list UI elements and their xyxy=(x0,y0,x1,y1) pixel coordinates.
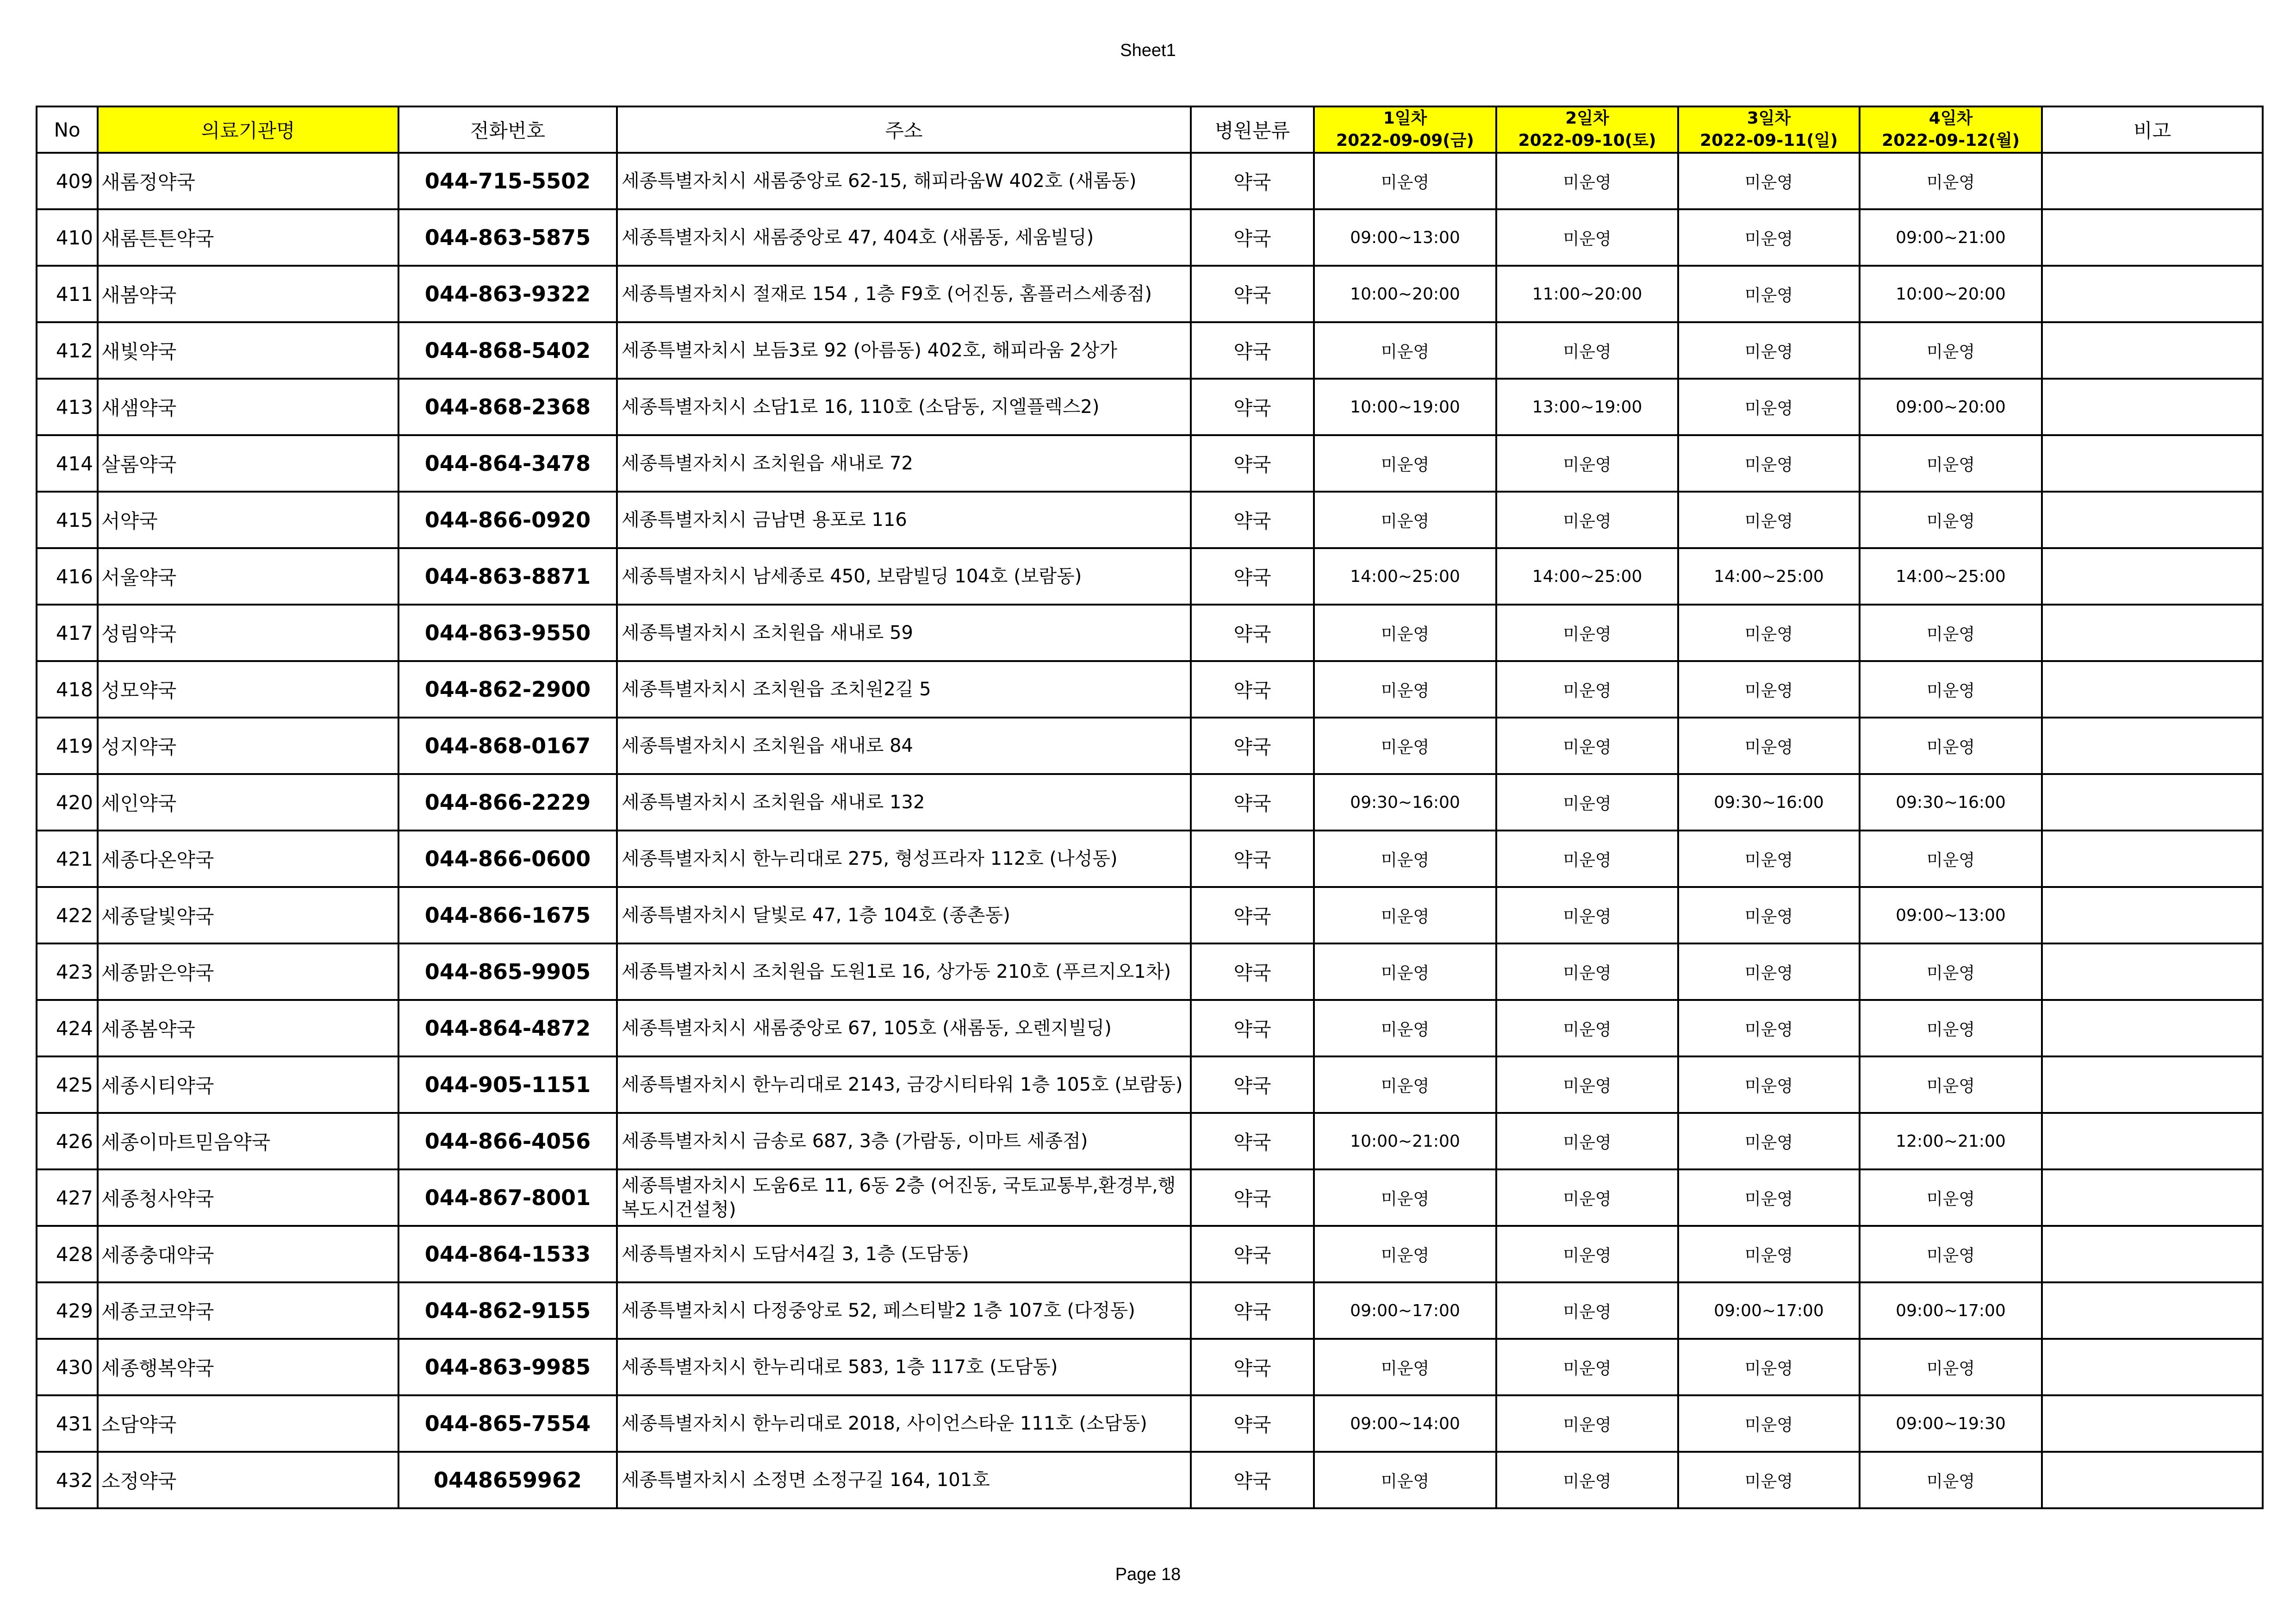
day-2-hours-cell: 미운영 xyxy=(1496,1169,1678,1226)
day-3-hours-cell: 미운영 xyxy=(1678,1452,1860,1508)
note-cell xyxy=(2042,322,2263,379)
note-cell xyxy=(2042,661,2263,718)
day-2-hours-cell: 미운영 xyxy=(1496,605,1678,661)
day-2-hours-cell: 미운영 xyxy=(1496,887,1678,943)
institution-name-cell: 소정약국 xyxy=(98,1452,398,1508)
day-3-hours-cell: 미운영 xyxy=(1678,209,1860,266)
category-cell: 약국 xyxy=(1191,492,1314,548)
header-day-4 xyxy=(1860,106,2042,153)
day-1-hours-cell: 미운영 xyxy=(1314,887,1496,943)
day-3-hours-cell: 미운영 xyxy=(1678,661,1860,718)
header-institution-name: 의료기관명 xyxy=(98,106,398,153)
institution-name-cell: 세종다온약국 xyxy=(98,831,398,887)
day-2-hours-cell: 미운영 xyxy=(1496,1056,1678,1113)
note-cell xyxy=(2042,1113,2263,1169)
day-3-hours-cell: 09:30~16:00 xyxy=(1678,774,1860,831)
phone-number-cell: 044-862-9155 xyxy=(398,1282,617,1339)
day-1-hours-cell: 14:00~25:00 xyxy=(1314,548,1496,605)
address-cell: 세종특별자치시 한누리대로 2018, 사이언스타운 111호 (소담동) xyxy=(617,1395,1191,1452)
address-cell: 세종특별자치시 보듬3로 92 (아름동) 402호, 해피라움 2상가 xyxy=(617,322,1191,379)
day-3-hours-cell: 미운영 xyxy=(1678,322,1860,379)
table-row xyxy=(37,1395,2263,1452)
header-day-3-date: 2022-09-11(일) xyxy=(1700,131,1838,150)
table-row xyxy=(37,153,2263,209)
category-cell: 약국 xyxy=(1191,943,1314,1000)
row-number-cell: 410 xyxy=(37,209,98,266)
day-4-hours-cell: 09:00~17:00 xyxy=(1860,1282,2042,1339)
category-cell: 약국 xyxy=(1191,209,1314,266)
table-row xyxy=(37,1056,2263,1113)
day-3-hours-cell: 미운영 xyxy=(1678,1226,1860,1282)
address-cell: 세종특별자치시 절재로 154 , 1층 F9호 (어진동, 홈플러스세종점) xyxy=(617,266,1191,322)
day-1-hours-cell: 미운영 xyxy=(1314,943,1496,1000)
table-row xyxy=(37,718,2263,774)
day-1-hours-cell: 미운영 xyxy=(1314,831,1496,887)
address-cell: 세종특별자치시 소정면 소정구길 164, 101호 xyxy=(617,1452,1191,1508)
table-row xyxy=(37,605,2263,661)
day-2-hours-cell: 미운영 xyxy=(1496,1282,1678,1339)
institution-name-cell: 새샘약국 xyxy=(98,379,398,435)
day-2-hours-cell: 미운영 xyxy=(1496,153,1678,209)
row-number-cell: 426 xyxy=(37,1113,98,1169)
header-day-1-date: 2022-09-09(금) xyxy=(1336,131,1474,150)
day-3-hours-cell: 미운영 xyxy=(1678,1113,1860,1169)
day-3-hours-cell: 미운영 xyxy=(1678,435,1860,492)
phone-number-cell: 044-863-9985 xyxy=(398,1339,617,1395)
row-number-cell: 415 xyxy=(37,492,98,548)
phone-number-cell: 044-862-2900 xyxy=(398,661,617,718)
phone-number-cell: 044-868-2368 xyxy=(398,379,617,435)
day-3-hours-cell: 미운영 xyxy=(1678,605,1860,661)
phone-number-cell: 044-863-9322 xyxy=(398,266,617,322)
day-3-hours-cell: 미운영 xyxy=(1678,492,1860,548)
category-cell: 약국 xyxy=(1191,605,1314,661)
table-row xyxy=(37,1452,2263,1508)
row-number-cell: 430 xyxy=(37,1339,98,1395)
institution-name-cell: 세종행복약국 xyxy=(98,1339,398,1395)
table-row xyxy=(37,831,2263,887)
institution-name-cell: 세종시티약국 xyxy=(98,1056,398,1113)
day-4-hours-cell: 미운영 xyxy=(1860,1339,2042,1395)
table-row xyxy=(37,1169,2263,1226)
day-1-hours-cell: 미운영 xyxy=(1314,435,1496,492)
category-cell: 약국 xyxy=(1191,1169,1314,1226)
day-3-hours-cell: 미운영 xyxy=(1678,1000,1860,1056)
header-category: 병원분류 xyxy=(1191,106,1314,153)
day-2-hours-cell: 미운영 xyxy=(1496,1113,1678,1169)
institution-name-cell: 세종이마트믿음약국 xyxy=(98,1113,398,1169)
note-cell xyxy=(2042,1226,2263,1282)
category-cell: 약국 xyxy=(1191,322,1314,379)
sheet-title: Sheet1 xyxy=(1120,41,1176,60)
address-cell: 세종특별자치시 달빛로 47, 1층 104호 (종촌동) xyxy=(617,887,1191,943)
day-2-hours-cell: 미운영 xyxy=(1496,1395,1678,1452)
phone-number-cell: 044-865-7554 xyxy=(398,1395,617,1452)
table-row xyxy=(37,887,2263,943)
category-cell: 약국 xyxy=(1191,1395,1314,1452)
day-2-hours-cell: 미운영 xyxy=(1496,492,1678,548)
note-cell xyxy=(2042,492,2263,548)
category-cell: 약국 xyxy=(1191,831,1314,887)
category-cell: 약국 xyxy=(1191,774,1314,831)
table-row xyxy=(37,492,2263,548)
institution-name-cell: 세종코코약국 xyxy=(98,1282,398,1339)
day-2-hours-cell: 미운영 xyxy=(1496,831,1678,887)
day-3-hours-cell: 미운영 xyxy=(1678,943,1860,1000)
day-2-hours-cell: 미운영 xyxy=(1496,1452,1678,1508)
institution-name-cell: 새봄약국 xyxy=(98,266,398,322)
day-3-hours-cell: 미운영 xyxy=(1678,718,1860,774)
table-row xyxy=(37,435,2263,492)
day-1-hours-cell: 미운영 xyxy=(1314,1226,1496,1282)
header-note: 비고 xyxy=(2042,106,2263,153)
day-4-hours-cell: 미운영 xyxy=(1860,943,2042,1000)
row-number-cell: 432 xyxy=(37,1452,98,1508)
table-row xyxy=(37,661,2263,718)
header-day-2-label: 2일차 xyxy=(1565,109,1609,128)
category-cell: 약국 xyxy=(1191,379,1314,435)
note-cell xyxy=(2042,548,2263,605)
day-2-hours-cell: 미운영 xyxy=(1496,943,1678,1000)
row-number-cell: 417 xyxy=(37,605,98,661)
day-1-hours-cell: 미운영 xyxy=(1314,1339,1496,1395)
phone-number-cell: 044-863-8871 xyxy=(398,548,617,605)
note-cell xyxy=(2042,209,2263,266)
day-4-hours-cell: 미운영 xyxy=(1860,153,2042,209)
address-cell: 세종특별자치시 소담1로 16, 110호 (소담동, 지엘플렉스2) xyxy=(617,379,1191,435)
category-cell: 약국 xyxy=(1191,266,1314,322)
header-day-3 xyxy=(1678,106,1860,153)
day-4-hours-cell: 미운영 xyxy=(1860,1226,2042,1282)
category-cell: 약국 xyxy=(1191,1056,1314,1113)
table-row xyxy=(37,322,2263,379)
note-cell xyxy=(2042,718,2263,774)
day-4-hours-cell: 09:00~21:00 xyxy=(1860,209,2042,266)
day-4-hours-cell: 미운영 xyxy=(1860,831,2042,887)
day-2-hours-cell: 미운영 xyxy=(1496,774,1678,831)
day-1-hours-cell: 미운영 xyxy=(1314,1000,1496,1056)
institution-name-cell: 새롬정약국 xyxy=(98,153,398,209)
institution-name-cell: 세종달빛약국 xyxy=(98,887,398,943)
row-number-cell: 416 xyxy=(37,548,98,605)
day-1-hours-cell: 09:00~14:00 xyxy=(1314,1395,1496,1452)
table-row xyxy=(37,1226,2263,1282)
day-2-hours-cell: 미운영 xyxy=(1496,661,1678,718)
note-cell xyxy=(2042,943,2263,1000)
address-cell: 세종특별자치시 다정중앙로 52, 페스티발2 1층 107호 (다정동) xyxy=(617,1282,1191,1339)
day-3-hours-cell: 미운영 xyxy=(1678,153,1860,209)
header-day-3-label: 3일차 xyxy=(1747,109,1791,128)
day-3-hours-cell: 미운영 xyxy=(1678,1056,1860,1113)
institution-name-cell: 새롬튼튼약국 xyxy=(98,209,398,266)
table-row xyxy=(37,774,2263,831)
category-cell: 약국 xyxy=(1191,1339,1314,1395)
table-body xyxy=(37,153,2263,1508)
day-1-hours-cell: 미운영 xyxy=(1314,153,1496,209)
note-cell xyxy=(2042,774,2263,831)
row-number-cell: 418 xyxy=(37,661,98,718)
note-cell xyxy=(2042,379,2263,435)
day-4-hours-cell: 09:30~16:00 xyxy=(1860,774,2042,831)
category-cell: 약국 xyxy=(1191,153,1314,209)
address-cell: 세종특별자치시 조치원읍 새내로 59 xyxy=(617,605,1191,661)
note-cell xyxy=(2042,831,2263,887)
day-3-hours-cell: 미운영 xyxy=(1678,1395,1860,1452)
row-number-cell: 421 xyxy=(37,831,98,887)
table-row xyxy=(37,548,2263,605)
table-row xyxy=(37,379,2263,435)
address-cell: 세종특별자치시 한누리대로 583, 1층 117호 (도담동) xyxy=(617,1339,1191,1395)
address-cell: 세종특별자치시 새롬중앙로 47, 404호 (새롬동, 세움빌딩) xyxy=(617,209,1191,266)
day-1-hours-cell: 10:00~21:00 xyxy=(1314,1113,1496,1169)
row-number-cell: 431 xyxy=(37,1395,98,1452)
address-cell: 세종특별자치시 금남면 용포로 116 xyxy=(617,492,1191,548)
header-day-1 xyxy=(1314,106,1496,153)
category-cell: 약국 xyxy=(1191,548,1314,605)
day-3-hours-cell: 미운영 xyxy=(1678,1169,1860,1226)
day-3-hours-cell: 미운영 xyxy=(1678,887,1860,943)
institution-name-cell: 서약국 xyxy=(98,492,398,548)
address-cell: 세종특별자치시 도담서4길 3, 1층 (도담동) xyxy=(617,1226,1191,1282)
header-day-4-date: 2022-09-12(월) xyxy=(1882,131,2020,150)
day-1-hours-cell: 10:00~19:00 xyxy=(1314,379,1496,435)
category-cell: 약국 xyxy=(1191,1226,1314,1282)
day-1-hours-cell: 미운영 xyxy=(1314,1169,1496,1226)
day-4-hours-cell: 미운영 xyxy=(1860,1056,2042,1113)
day-2-hours-cell: 미운영 xyxy=(1496,322,1678,379)
table-row xyxy=(37,266,2263,322)
phone-number-cell: 044-866-0600 xyxy=(398,831,617,887)
day-4-hours-cell: 미운영 xyxy=(1860,1169,2042,1226)
institution-name-cell: 세종충대약국 xyxy=(98,1226,398,1282)
phone-number-cell: 044-868-0167 xyxy=(398,718,617,774)
note-cell xyxy=(2042,1282,2263,1339)
header-day-2-date: 2022-09-10(토) xyxy=(1518,131,1656,150)
header-no: No xyxy=(37,106,98,153)
phone-number-cell: 044-864-1533 xyxy=(398,1226,617,1282)
day-4-hours-cell: 미운영 xyxy=(1860,322,2042,379)
day-3-hours-cell: 미운영 xyxy=(1678,831,1860,887)
address-cell: 세종특별자치시 조치원읍 새내로 132 xyxy=(617,774,1191,831)
category-cell: 약국 xyxy=(1191,1452,1314,1508)
phone-number-cell: 044-905-1151 xyxy=(398,1056,617,1113)
institution-name-cell: 세종맑은약국 xyxy=(98,943,398,1000)
institution-name-cell: 성림약국 xyxy=(98,605,398,661)
phone-number-cell: 044-864-3478 xyxy=(398,435,617,492)
table-row xyxy=(37,1000,2263,1056)
row-number-cell: 423 xyxy=(37,943,98,1000)
phone-number-cell: 044-868-5402 xyxy=(398,322,617,379)
day-4-hours-cell: 12:00~21:00 xyxy=(1860,1113,2042,1169)
day-4-hours-cell: 미운영 xyxy=(1860,718,2042,774)
day-2-hours-cell: 13:00~19:00 xyxy=(1496,379,1678,435)
day-4-hours-cell: 미운영 xyxy=(1860,605,2042,661)
row-number-cell: 420 xyxy=(37,774,98,831)
row-number-cell: 427 xyxy=(37,1169,98,1226)
day-1-hours-cell: 미운영 xyxy=(1314,1452,1496,1508)
note-cell xyxy=(2042,153,2263,209)
table-header-row xyxy=(37,106,2263,153)
day-4-hours-cell: 미운영 xyxy=(1860,661,2042,718)
institution-name-cell: 서울약국 xyxy=(98,548,398,605)
note-cell xyxy=(2042,605,2263,661)
phone-number-cell: 044-867-8001 xyxy=(398,1169,617,1226)
day-4-hours-cell: 미운영 xyxy=(1860,492,2042,548)
category-cell: 약국 xyxy=(1191,1282,1314,1339)
row-number-cell: 422 xyxy=(37,887,98,943)
header-day-1-label: 1일차 xyxy=(1383,109,1427,128)
day-2-hours-cell: 14:00~25:00 xyxy=(1496,548,1678,605)
day-1-hours-cell: 09:30~16:00 xyxy=(1314,774,1496,831)
institution-name-cell: 세인약국 xyxy=(98,774,398,831)
day-3-hours-cell: 09:00~17:00 xyxy=(1678,1282,1860,1339)
institution-name-cell: 성모약국 xyxy=(98,661,398,718)
phone-number-cell: 044-863-9550 xyxy=(398,605,617,661)
category-cell: 약국 xyxy=(1191,718,1314,774)
day-1-hours-cell: 미운영 xyxy=(1314,661,1496,718)
day-2-hours-cell: 11:00~20:00 xyxy=(1496,266,1678,322)
note-cell xyxy=(2042,1452,2263,1508)
day-4-hours-cell: 10:00~20:00 xyxy=(1860,266,2042,322)
pharmacy-schedule-table xyxy=(36,106,2264,1509)
day-1-hours-cell: 10:00~20:00 xyxy=(1314,266,1496,322)
day-2-hours-cell: 미운영 xyxy=(1496,1339,1678,1395)
note-cell xyxy=(2042,1000,2263,1056)
day-4-hours-cell: 미운영 xyxy=(1860,435,2042,492)
day-1-hours-cell: 미운영 xyxy=(1314,492,1496,548)
day-3-hours-cell: 14:00~25:00 xyxy=(1678,548,1860,605)
day-3-hours-cell: 미운영 xyxy=(1678,1339,1860,1395)
note-cell xyxy=(2042,435,2263,492)
row-number-cell: 413 xyxy=(37,379,98,435)
day-3-hours-cell: 미운영 xyxy=(1678,266,1860,322)
day-2-hours-cell: 미운영 xyxy=(1496,718,1678,774)
address-cell: 세종특별자치시 새롬중앙로 67, 105호 (새롬동, 오렌지빌딩) xyxy=(617,1000,1191,1056)
address-cell: 세종특별자치시 금송로 687, 3층 (가람동, 이마트 세종점) xyxy=(617,1113,1191,1169)
table-row xyxy=(37,209,2263,266)
day-1-hours-cell: 미운영 xyxy=(1314,1056,1496,1113)
institution-name-cell: 새빛약국 xyxy=(98,322,398,379)
table-row xyxy=(37,1113,2263,1169)
institution-name-cell: 세종봄약국 xyxy=(98,1000,398,1056)
day-4-hours-cell: 14:00~25:00 xyxy=(1860,548,2042,605)
day-2-hours-cell: 미운영 xyxy=(1496,1226,1678,1282)
note-cell xyxy=(2042,1169,2263,1226)
row-number-cell: 411 xyxy=(37,266,98,322)
table-row xyxy=(37,943,2263,1000)
day-4-hours-cell: 09:00~20:00 xyxy=(1860,379,2042,435)
institution-name-cell: 살롬약국 xyxy=(98,435,398,492)
day-2-hours-cell: 미운영 xyxy=(1496,1000,1678,1056)
phone-number-cell: 044-866-0920 xyxy=(398,492,617,548)
day-4-hours-cell: 09:00~19:30 xyxy=(1860,1395,2042,1452)
phone-number-cell: 044-866-2229 xyxy=(398,774,617,831)
day-4-hours-cell: 미운영 xyxy=(1860,1452,2042,1508)
category-cell: 약국 xyxy=(1191,887,1314,943)
phone-number-cell: 044-863-5875 xyxy=(398,209,617,266)
day-1-hours-cell: 미운영 xyxy=(1314,605,1496,661)
address-cell: 세종특별자치시 한누리대로 2143, 금강시티타워 1층 105호 (보람동) xyxy=(617,1056,1191,1113)
phone-number-cell: 0448659962 xyxy=(398,1452,617,1508)
row-number-cell: 429 xyxy=(37,1282,98,1339)
phone-number-cell: 044-864-4872 xyxy=(398,1000,617,1056)
category-cell: 약국 xyxy=(1191,661,1314,718)
day-2-hours-cell: 미운영 xyxy=(1496,209,1678,266)
header-day-2 xyxy=(1496,106,1678,153)
page-number: Page 18 xyxy=(1115,1565,1181,1584)
address-cell: 세종특별자치시 남세종로 450, 보람빌딩 104호 (보람동) xyxy=(617,548,1191,605)
address-cell: 세종특별자치시 조치원읍 새내로 84 xyxy=(617,718,1191,774)
day-1-hours-cell: 미운영 xyxy=(1314,322,1496,379)
day-4-hours-cell: 미운영 xyxy=(1860,1000,2042,1056)
row-number-cell: 424 xyxy=(37,1000,98,1056)
category-cell: 약국 xyxy=(1191,1000,1314,1056)
row-number-cell: 414 xyxy=(37,435,98,492)
day-4-hours-cell: 09:00~13:00 xyxy=(1860,887,2042,943)
row-number-cell: 428 xyxy=(37,1226,98,1282)
day-1-hours-cell: 09:00~13:00 xyxy=(1314,209,1496,266)
phone-number-cell: 044-866-4056 xyxy=(398,1113,617,1169)
table-row xyxy=(37,1339,2263,1395)
row-number-cell: 425 xyxy=(37,1056,98,1113)
institution-name-cell: 성지약국 xyxy=(98,718,398,774)
day-2-hours-cell: 미운영 xyxy=(1496,435,1678,492)
day-1-hours-cell: 미운영 xyxy=(1314,718,1496,774)
day-1-hours-cell: 09:00~17:00 xyxy=(1314,1282,1496,1339)
note-cell xyxy=(2042,266,2263,322)
row-number-cell: 419 xyxy=(37,718,98,774)
category-cell: 약국 xyxy=(1191,435,1314,492)
table-row xyxy=(37,1282,2263,1339)
address-cell: 세종특별자치시 조치원읍 새내로 72 xyxy=(617,435,1191,492)
day-3-hours-cell: 미운영 xyxy=(1678,379,1860,435)
header-phone: 전화번호 xyxy=(398,106,617,153)
note-cell xyxy=(2042,1056,2263,1113)
category-cell: 약국 xyxy=(1191,1113,1314,1169)
header-day-4-label: 4일차 xyxy=(1929,109,1973,128)
note-cell xyxy=(2042,887,2263,943)
phone-number-cell: 044-865-9905 xyxy=(398,943,617,1000)
institution-name-cell: 소담약국 xyxy=(98,1395,398,1452)
row-number-cell: 409 xyxy=(37,153,98,209)
row-number-cell: 412 xyxy=(37,322,98,379)
header-address: 주소 xyxy=(617,106,1191,153)
phone-number-cell: 044-715-5502 xyxy=(398,153,617,209)
address-cell: 세종특별자치시 조치원읍 조치원2길 5 xyxy=(617,661,1191,718)
note-cell xyxy=(2042,1339,2263,1395)
address-cell: 세종특별자치시 도움6로 11, 6동 2층 (어진동, 국토교통부,환경부,행복도시건설청) xyxy=(617,1169,1191,1226)
address-cell: 세종특별자치시 한누리대로 275, 형성프라자 112호 (나성동) xyxy=(617,831,1191,887)
institution-name-cell: 세종청사약국 xyxy=(98,1169,398,1226)
address-cell: 세종특별자치시 조치원읍 도원1로 16, 상가동 210호 (푸르지오1차) xyxy=(617,943,1191,1000)
note-cell xyxy=(2042,1395,2263,1452)
address-cell: 세종특별자치시 새롬중앙로 62-15, 해피라움W 402호 (새롬동) xyxy=(617,153,1191,209)
phone-number-cell: 044-866-1675 xyxy=(398,887,617,943)
